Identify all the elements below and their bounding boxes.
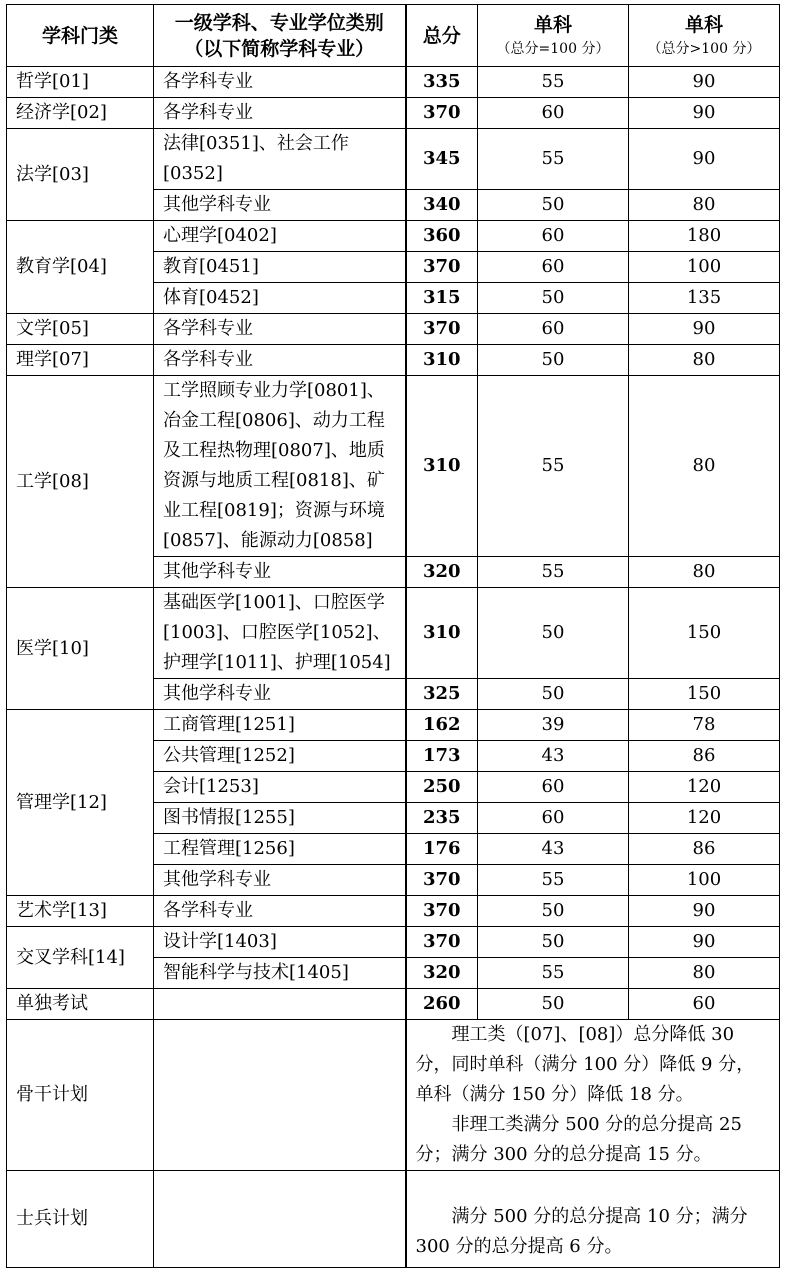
single-over-100-cell: 80	[629, 345, 780, 376]
category-cell: 医学[10]	[7, 588, 154, 710]
single-100-cell: 43	[478, 834, 629, 865]
backbone-plan-row	[7, 1020, 780, 1171]
category-cell: 艺术学[13]	[7, 896, 154, 927]
total-score-cell: 260	[406, 989, 478, 1020]
single-100-cell: 50	[478, 927, 629, 958]
discipline-cell: 工学照顾专业力学[0801]、冶金工程[0806]、动力工程及工程热物理[0807]、地质资源与地质工程[0818]、矿业工程[0819]；资源与环境[0857]、能源动力[0858]	[154, 376, 406, 557]
table-row	[7, 896, 780, 927]
single-100-cell: 43	[478, 741, 629, 772]
category-cell: 经济学[02]	[7, 98, 154, 129]
category-cell: 理学[07]	[7, 345, 154, 376]
single-100-cell: 60	[478, 803, 629, 834]
table-row	[7, 927, 780, 958]
total-score-cell: 310	[406, 376, 478, 557]
single-100-cell: 50	[478, 345, 629, 376]
single-100-cell: 50	[478, 896, 629, 927]
discipline-cell: 设计学[1403]	[154, 927, 406, 958]
category-cell: 文学[05]	[7, 314, 154, 345]
total-score-cell: 370	[406, 252, 478, 283]
single-over-100-cell: 86	[629, 741, 780, 772]
discipline-cell: 体育[0452]	[154, 283, 406, 314]
table-row	[7, 345, 780, 376]
single-over-100-cell: 80	[629, 958, 780, 989]
single-100-cell: 55	[478, 376, 629, 557]
single-over-100-cell: 90	[629, 927, 780, 958]
discipline-cell: 智能科学与技术[1405]	[154, 958, 406, 989]
single-over-100-cell: 100	[629, 865, 780, 896]
backbone-note-p1: 理工类（[07]、[08]）总分降低 30 分，同时单科（满分 100 分）降低 9 分，单科（满分 150 分）降低 18 分。	[415, 1024, 755, 1105]
total-score-cell: 345	[406, 129, 478, 190]
category-cell: 哲学[01]	[7, 67, 154, 98]
category-cell: 交叉学科[14]	[7, 927, 154, 989]
single-over-100-cell: 90	[629, 67, 780, 98]
category-cell: 单独考试	[7, 989, 154, 1020]
single-over-100-cell: 100	[629, 252, 780, 283]
discipline-cell: 法律[0351]、社会工作[0352]	[154, 129, 406, 190]
category-cell: 管理学[12]	[7, 710, 154, 896]
single-100-cell: 55	[478, 557, 629, 588]
single-over-100-cell: 80	[629, 190, 780, 221]
single-over-100-cell: 86	[629, 834, 780, 865]
single-100-cell: 60	[478, 221, 629, 252]
soldier-plan-empty-cell	[154, 1171, 406, 1268]
score-table	[6, 4, 780, 1268]
single-100-cell: 50	[478, 989, 629, 1020]
single-over-100-cell: 80	[629, 376, 780, 557]
single-over-100-cell: 135	[629, 283, 780, 314]
discipline-cell: 其他学科专业	[154, 865, 406, 896]
discipline-cell: 各学科专业	[154, 67, 406, 98]
table-row	[7, 221, 780, 252]
discipline-cell	[154, 989, 406, 1020]
discipline-cell: 公共管理[1252]	[154, 741, 406, 772]
total-score-cell: 173	[406, 741, 478, 772]
total-score-cell: 176	[406, 834, 478, 865]
single-100-cell: 50	[478, 588, 629, 679]
discipline-cell: 基础医学[1001]、口腔医学[1003]、口腔医学[1052]、护理学[1011]、护理[1054]	[154, 588, 406, 679]
total-score-cell: 370	[406, 314, 478, 345]
total-score-cell: 325	[406, 679, 478, 710]
header-single-100	[478, 5, 629, 67]
single-100-cell: 50	[478, 283, 629, 314]
header-single-over-sub: （总分>100 分）	[647, 40, 761, 57]
total-score-cell: 320	[406, 958, 478, 989]
table-row	[7, 129, 780, 190]
category-cell: 工学[08]	[7, 376, 154, 588]
soldier-plan-note	[406, 1171, 780, 1268]
discipline-cell: 其他学科专业	[154, 679, 406, 710]
soldier-plan-label: 士兵计划	[7, 1171, 154, 1268]
single-100-cell: 55	[478, 67, 629, 98]
single-over-100-cell: 150	[629, 588, 780, 679]
discipline-cell: 教育[0451]	[154, 252, 406, 283]
single-over-100-cell: 150	[629, 679, 780, 710]
single-over-100-cell: 80	[629, 557, 780, 588]
backbone-plan-note	[406, 1020, 780, 1171]
single-100-cell: 60	[478, 772, 629, 803]
single-over-100-cell: 120	[629, 772, 780, 803]
discipline-cell: 各学科专业	[154, 896, 406, 927]
total-score-cell: 360	[406, 221, 478, 252]
single-100-cell: 60	[478, 314, 629, 345]
discipline-cell: 各学科专业	[154, 314, 406, 345]
table-row	[7, 67, 780, 98]
total-score-cell: 315	[406, 283, 478, 314]
total-score-cell: 250	[406, 772, 478, 803]
single-100-cell: 55	[478, 958, 629, 989]
header-discipline-line2: （以下简称学科专业）	[184, 37, 375, 60]
total-score-cell: 370	[406, 98, 478, 129]
backbone-plan-label: 骨干计划	[7, 1020, 154, 1171]
total-score-cell: 340	[406, 190, 478, 221]
single-100-cell: 50	[478, 190, 629, 221]
soldier-note: 满分 500 分的总分提高 10 分；满分 300 分的总分提高 6 分。	[415, 1206, 748, 1257]
total-score-cell: 162	[406, 710, 478, 741]
discipline-cell: 其他学科专业	[154, 557, 406, 588]
total-score-cell: 370	[406, 865, 478, 896]
discipline-cell: 其他学科专业	[154, 190, 406, 221]
table-row	[7, 989, 780, 1020]
discipline-cell: 工商管理[1251]	[154, 710, 406, 741]
total-score-cell: 370	[406, 927, 478, 958]
total-score-cell: 235	[406, 803, 478, 834]
total-score-cell: 370	[406, 896, 478, 927]
plans-body	[7, 1020, 780, 1268]
header-single-over-title: 单科	[684, 13, 723, 36]
backbone-note-p2: 非理工类满分 500 分的总分提高 25 分；满分 300 分的总分提高 15 分。	[415, 1114, 742, 1165]
single-over-100-cell: 120	[629, 803, 780, 834]
single-over-100-cell: 60	[629, 989, 780, 1020]
table-row	[7, 710, 780, 741]
single-over-100-cell: 90	[629, 314, 780, 345]
header-discipline-line1: 一级学科、专业学位类别	[174, 11, 384, 34]
header-category: 学科门类	[7, 5, 154, 67]
backbone-plan-empty-cell	[154, 1020, 406, 1171]
score-table-body	[7, 67, 780, 1020]
total-score-cell: 320	[406, 557, 478, 588]
total-score-cell: 335	[406, 67, 478, 98]
category-cell: 法学[03]	[7, 129, 154, 221]
total-score-cell: 310	[406, 588, 478, 679]
header-row	[7, 5, 780, 67]
header-single-over-100	[629, 5, 780, 67]
category-cell: 教育学[04]	[7, 221, 154, 314]
single-100-cell: 60	[478, 252, 629, 283]
discipline-cell: 心理学[0402]	[154, 221, 406, 252]
discipline-cell: 工程管理[1256]	[154, 834, 406, 865]
single-over-100-cell: 90	[629, 98, 780, 129]
single-100-cell: 60	[478, 98, 629, 129]
single-over-100-cell: 180	[629, 221, 780, 252]
table-row	[7, 98, 780, 129]
discipline-cell: 图书情报[1255]	[154, 803, 406, 834]
single-100-cell: 55	[478, 865, 629, 896]
discipline-cell: 会计[1253]	[154, 772, 406, 803]
header-total: 总分	[406, 5, 478, 67]
table-row	[7, 376, 780, 557]
table-row	[7, 314, 780, 345]
header-single-100-sub: （总分=100 分）	[496, 40, 610, 57]
single-over-100-cell: 90	[629, 896, 780, 927]
single-100-cell: 55	[478, 129, 629, 190]
header-single-100-title: 单科	[533, 13, 572, 36]
table-row	[7, 588, 780, 679]
soldier-plan-row	[7, 1171, 780, 1268]
total-score-cell: 310	[406, 345, 478, 376]
header-discipline	[154, 5, 406, 67]
single-100-cell: 39	[478, 710, 629, 741]
single-over-100-cell: 78	[629, 710, 780, 741]
discipline-cell: 各学科专业	[154, 98, 406, 129]
single-over-100-cell: 90	[629, 129, 780, 190]
single-100-cell: 50	[478, 679, 629, 710]
discipline-cell: 各学科专业	[154, 345, 406, 376]
